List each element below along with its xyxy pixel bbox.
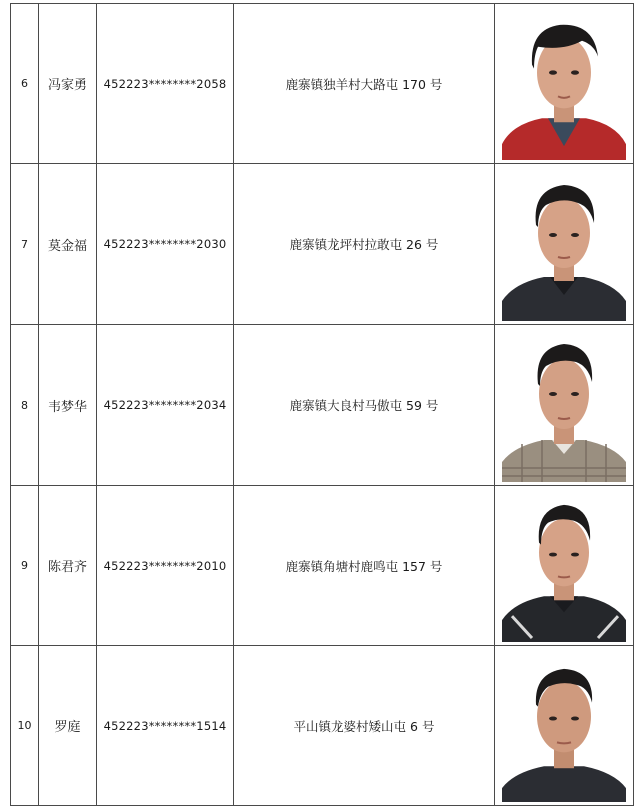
table-row — [11, 486, 634, 646]
photo-cell — [495, 4, 634, 164]
row-number: 6 — [11, 4, 39, 164]
address: 鹿寨镇独羊村大路屯 170 号 — [234, 4, 495, 164]
row-number: 8 — [11, 325, 39, 486]
address: 平山镇龙婆村矮山屯 6 号 — [234, 646, 495, 806]
id-number: 452223********1514 — [97, 646, 234, 806]
photo-cell — [495, 325, 634, 486]
person-name: 罗庭 — [39, 646, 97, 806]
table-row — [11, 164, 634, 325]
table-row — [11, 646, 634, 806]
portrait-photo — [502, 489, 626, 642]
address: 鹿寨镇角塘村鹿鸣屯 157 号 — [234, 486, 495, 646]
row-number: 7 — [11, 164, 39, 325]
address: 鹿寨镇龙坪村拉敢屯 26 号 — [234, 164, 495, 325]
portrait-photo — [502, 328, 626, 482]
id-number: 452223********2058 — [97, 4, 234, 164]
person-name: 陈君齐 — [39, 486, 97, 646]
id-number: 452223********2010 — [97, 486, 234, 646]
photo-cell — [495, 164, 634, 325]
portrait-photo — [502, 7, 626, 160]
person-name: 冯家勇 — [39, 4, 97, 164]
id-number: 452223********2030 — [97, 164, 234, 325]
table-row — [11, 325, 634, 486]
wanted-persons-table — [10, 3, 634, 806]
address: 鹿寨镇大良村马傲屯 59 号 — [234, 325, 495, 486]
portrait-photo — [502, 649, 626, 802]
person-name: 韦梦华 — [39, 325, 97, 486]
photo-cell — [495, 646, 634, 806]
row-number: 10 — [11, 646, 39, 806]
person-name: 莫金福 — [39, 164, 97, 325]
table-row — [11, 4, 634, 164]
id-number: 452223********2034 — [97, 325, 234, 486]
photo-cell — [495, 486, 634, 646]
portrait-photo — [502, 167, 626, 321]
row-number: 9 — [11, 486, 39, 646]
